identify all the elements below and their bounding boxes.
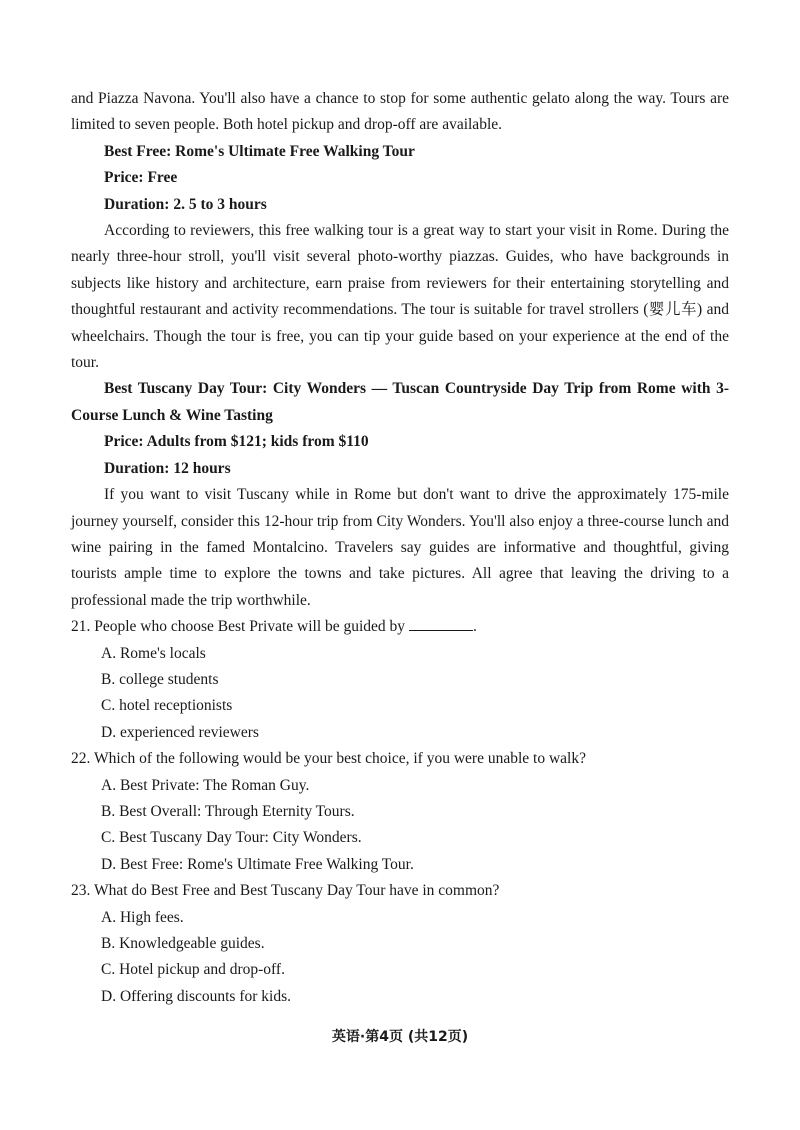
question-text: People who choose Best Private will be guided by xyxy=(94,618,406,636)
best-tuscany-title: Best Tuscany Day Tour: City Wonders — Tuscan Countryside Day Trip from Rome with 3-Course Lunch & Wine Tasting xyxy=(71,380,729,424)
option-a: A. Rome's locals xyxy=(101,644,206,662)
option-b: B. college students xyxy=(101,670,219,688)
question-23 xyxy=(71,878,729,1010)
option-b: B. Best Overall: Through Eternity Tours. xyxy=(101,802,355,820)
option-d: D. experienced reviewers xyxy=(101,723,259,741)
option-c: C. hotel receptionists xyxy=(101,697,233,715)
option-c: C. Hotel pickup and drop-off. xyxy=(101,961,285,979)
question-number: 23. xyxy=(71,882,91,900)
best-free-body: According to reviewers, this free walking tour is a great way to start your visit in Rome. During the nearly three-hour stroll, you'll visit several photo-worthy piazzas. Guides, who have backgrounds in subjects like history and architecture, earn praise from reviewers for their entertaining storytelling and thoughtful restaurant and activity recommendations. The tour is suitable for travel strollers (婴儿车) and wheelchairs. Though the tour is free, you can tip your guide based on your experience at the end of the tour. xyxy=(71,222,729,372)
best-tuscany-body: If you want to visit Tuscany while in Rome but don't want to drive the approximately 175-mile journey yourself, consider this 12-hour trip from City Wonders. You'll also enjoy a three-course lunch and wine pairing in the famed Montalcino. Travelers say guides are informative and thoughtful, giving tourists ample time to explore the towns and take pictures. All agree that leaving the driving to a professional made the trip worthwhile. xyxy=(71,486,729,609)
best-free-duration: Duration: 2. 5 to 3 hours xyxy=(104,195,267,213)
question-21 xyxy=(71,614,729,746)
intro-continuation-paragraph: and Piazza Navona. You'll also have a chance to stop for some authentic gelato along the way. Tours are limited to seven people. Both hotel pickup and drop-off are available. xyxy=(71,90,729,134)
question-stem xyxy=(71,746,729,772)
option-a: A. High fees. xyxy=(101,908,184,926)
question-22 xyxy=(71,746,729,878)
question-number: 22. xyxy=(71,750,91,768)
best-tuscany-price: Price: Adults from $121; kids from $110 xyxy=(104,433,369,451)
page-footer: 英语·第4页 (共12页) xyxy=(331,1029,469,1045)
question-text: Which of the following would be your best choice, if you were unable to walk? xyxy=(93,750,586,768)
option-a: A. Best Private: The Roman Guy. xyxy=(101,776,310,794)
question-stem xyxy=(71,614,729,640)
best-free-title: Best Free: Rome's Ultimate Free Walking Tour xyxy=(104,142,415,160)
best-tuscany-duration: Duration: 12 hours xyxy=(104,459,231,477)
option-d: D. Offering discounts for kids. xyxy=(101,987,291,1005)
question-number: 21. xyxy=(71,618,91,636)
question-stem xyxy=(71,878,729,904)
best-free-price: Price: Free xyxy=(104,169,178,187)
answer-blank xyxy=(409,616,473,631)
option-d: D. Best Free: Rome's Ultimate Free Walking Tour. xyxy=(101,855,414,873)
question-text: What do Best Free and Best Tuscany Day Tour have in common? xyxy=(93,882,500,900)
option-b: B. Knowledgeable guides. xyxy=(101,935,265,952)
option-c: C. Best Tuscany Day Tour: City Wonders. xyxy=(101,829,362,847)
question-end-punct: . xyxy=(472,618,477,636)
page-content xyxy=(71,86,729,1010)
